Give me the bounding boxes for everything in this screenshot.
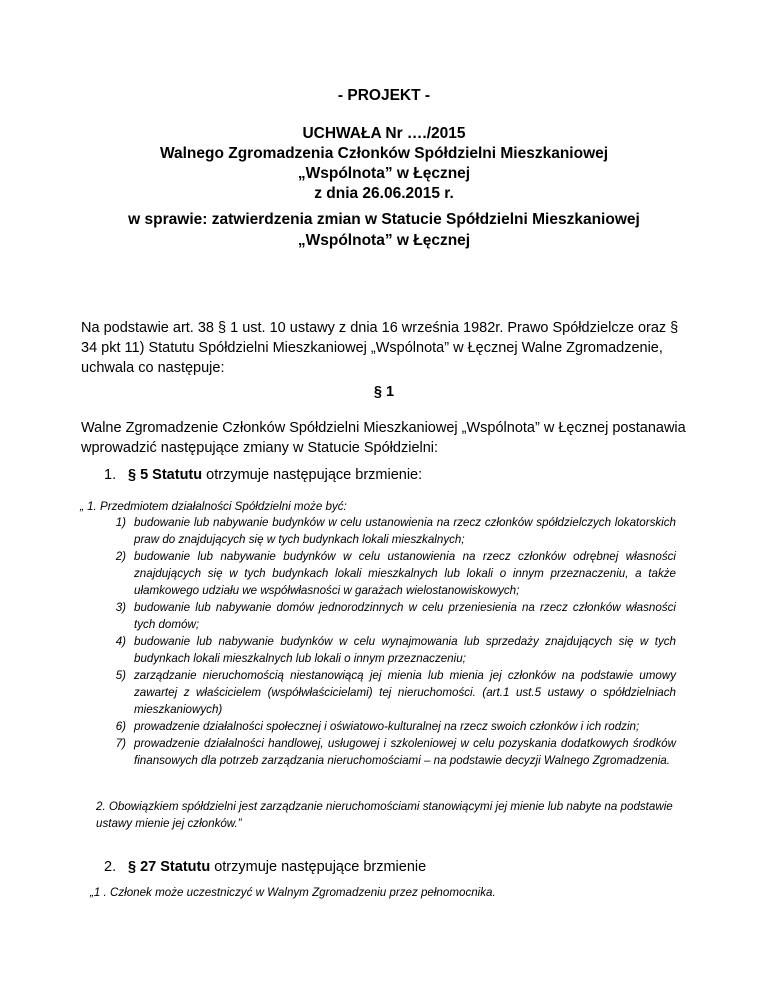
- item-bold-ref: § 5 Statutu: [128, 467, 203, 483]
- amendment-item-1: [104, 467, 422, 483]
- item-text: otrzymuje następujące brzmienie:: [202, 467, 423, 483]
- list-item: [104, 667, 676, 718]
- item-number: 2.: [104, 859, 117, 875]
- projekt-label: - PROJEKT -: [337, 87, 431, 104]
- list-item-text: budowanie lub nabywanie budynków w celu wynajmowania lub sprzedaży znajdujących się w tych budynkach lokali mieszkalnych lub lokali o innym przeznaczeniu;: [134, 635, 676, 665]
- resolution-subject: [0, 209, 768, 251]
- list-item-text: prowadzenie działalności społecznej i oświatowo-kulturalnej na rzecz swoich członków i ich rodzin;: [134, 720, 640, 733]
- title-line: z dnia 26.06.2015 r.: [314, 185, 454, 202]
- section-sign: § 1: [373, 384, 395, 400]
- list-item-text: zarządzanie nieruchomością niestanowiącą jej mienia lub mienia jej członków na podstawie umowy zawartej z właścicielem (współwłaścicielami) tej nieruchomości. (art.1 ust.5 ustawy o spółdzielniach mieszkaniowych): [134, 669, 676, 716]
- quote-intro: „ 1. Przedmiotem działalności Spółdzielni może być:: [80, 500, 347, 513]
- list-item-number: 4): [115, 635, 126, 648]
- list-item-text: prowadzenie działalności handlowej, usługowej i szkoleniowej w celu pozyskania dodatkowych środków finansowych dla potrzeb zarządzania nieruchomościami – na podstawie decyzji Walnego Zgromadzenia.: [134, 737, 676, 767]
- title-line: UCHWAŁA Nr …./2015: [302, 125, 466, 142]
- list-item: [104, 633, 676, 667]
- subject-line: „Wspólnota” w Łęcznej: [297, 232, 471, 249]
- activity-list: [104, 514, 676, 769]
- list-item: [104, 599, 676, 633]
- item-text: otrzymuje następujące brzmienie: [210, 859, 427, 875]
- legal-basis-paragraph: Na podstawie art. 38 § 1 ust. 10 ustawy z dnia 16 września 1982r. Prawo Spółdzielcze oraz § 34 pkt 11) Statutu Spółdzielni Mieszkaniowej „Wspólnota” w Łęcznej Walne Zgromadzenie, uchwala co następuje:: [81, 320, 679, 376]
- list-item: [104, 514, 676, 548]
- list-item-text: budowanie lub nabywanie budynków w celu ustanowienia na rzecz członków odrębnej własności znajdujących się w tych budynkach lokali mieszkalnych lub lokali o innym przeznaczeniu, a także ułamkowego udziału we współwłasności w garażach wielostanowiskowych;: [134, 550, 676, 597]
- list-item: [104, 548, 676, 599]
- item-number: 1.: [104, 467, 117, 483]
- subject-line: w sprawie: zatwierdzenia zmian w Statucie Spółdzielni Mieszkaniowej: [128, 211, 640, 228]
- list-item: [104, 735, 676, 769]
- title-line: „Wspólnota” w Łęcznej: [297, 165, 471, 182]
- list-item-number: 5): [115, 669, 126, 682]
- item-bold-ref: § 27 Statutu: [128, 859, 211, 875]
- title-line: Walnego Zgromadzenia Członków Spółdzielni Mieszkaniowej: [159, 145, 609, 162]
- list-item-text: budowanie lub nabywanie budynków w celu ustanowienia na rzecz członków spółdzielczych lokatorskich praw do znajdujących się w tych budynkach lokali mieszkalnych;: [134, 516, 676, 546]
- list-item: [104, 718, 676, 735]
- list-item-number: 2): [115, 550, 126, 563]
- list-item-number: 1): [115, 516, 126, 529]
- list-item-number: 6): [115, 720, 126, 733]
- list-item-number: 3): [115, 601, 126, 614]
- amendment-item-2: [104, 859, 426, 875]
- quote-point-2: 2. Obowiązkiem spółdzielni jest zarządzanie nieruchomościami stanowiącymi jej mienie lub nabyte na podstawie ustawy mienie jej członków.”: [96, 800, 673, 830]
- list-item-number: 7): [115, 737, 126, 750]
- decision-paragraph: Walne Zgromadzenie Członków Spółdzielni Mieszkaniowej „Wspólnota” w Łęcznej postanawia wprowadzić następujące zmiany w Statucie Spółdzielni:: [81, 420, 686, 456]
- quote-section-27: „1 . Członek może uczestniczyć w Walnym Zgromadzeniu przez pełnomocnika.: [90, 886, 496, 899]
- list-item-text: budowanie lub nabywanie domów jednorodzinnych w celu przeniesienia na rzecz członków własności tych domów;: [134, 601, 676, 631]
- resolution-title: [0, 124, 768, 204]
